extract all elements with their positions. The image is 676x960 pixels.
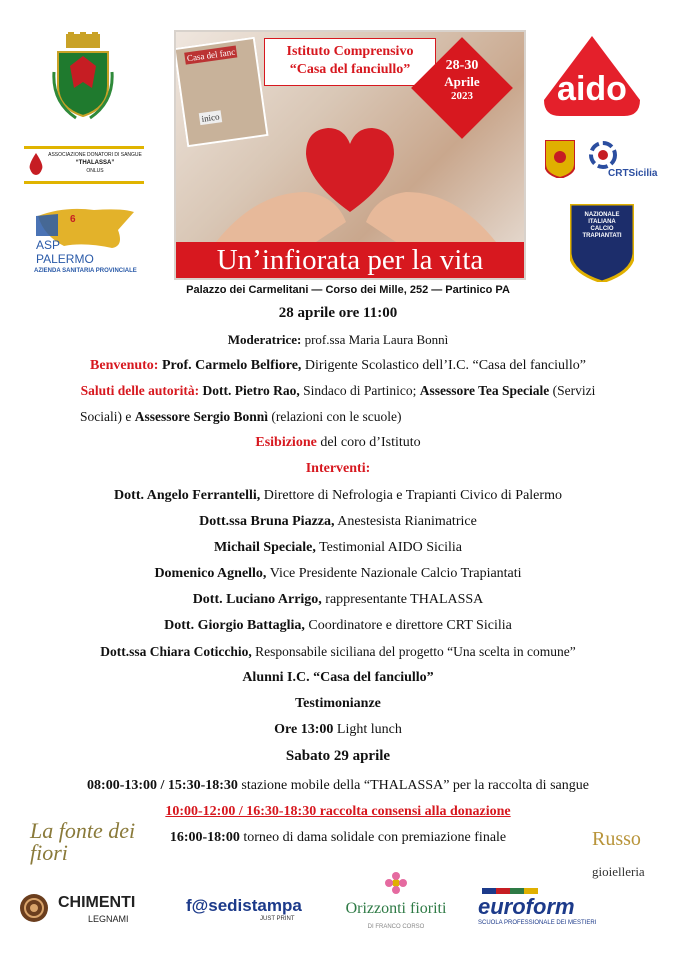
- date-badge: [412, 38, 512, 138]
- speaker-role: Responsabile siciliana del progetto “Una scelta in comune”: [255, 644, 576, 659]
- russo-gioielleria-logo: [592, 812, 662, 882]
- speaker-name: Michail Speciale,: [213, 540, 316, 555]
- speaker-item: [20, 513, 656, 531]
- lunch-line: [20, 721, 656, 739]
- saluti-line-2: [20, 408, 401, 426]
- orizzonti-sub: DI FRANCO CORSO: [367, 924, 425, 930]
- esibizione-text: del coro d’Istituto: [320, 435, 421, 450]
- speaker-item: [20, 565, 656, 583]
- speaker-role: rappresentante THALASSA: [325, 592, 484, 607]
- chimenti-legnami-logo: [18, 890, 168, 930]
- asp-number: 6: [70, 214, 76, 225]
- saluti-name-1: Dott. Pietro Rao,: [202, 383, 300, 398]
- asp-city: PALERMO: [36, 252, 94, 266]
- school-sign-2: inico: [199, 110, 222, 125]
- speaker-role: Coordinatore e direttore CRT Sicilia: [308, 618, 512, 633]
- speaker-name: Dott. Giorgio Battaglia,: [164, 618, 305, 633]
- speaker-name: Dott.ssa Chiara Coticchio,: [100, 644, 252, 659]
- school-name: “Casa del fanciullo”: [289, 62, 411, 77]
- slot1-text: stazione mobile della “THALASSA” per la raccolta di sangue: [241, 778, 589, 793]
- saluti-label: Saluti delle autorità:: [80, 383, 200, 398]
- moderatrice-line: [20, 331, 656, 349]
- slot3-text: torneo di dama solidale con premiazione finale: [243, 830, 507, 845]
- thalassa-text-1: ASSOCIAZIONE DONATORI DI SANGUE: [48, 152, 142, 158]
- school-title-box: [264, 38, 436, 86]
- asp-subtitle: AZIENDA SANITARIA PROVINCIALE: [34, 268, 137, 274]
- orizzonti-fioriti-logo: [336, 872, 456, 936]
- speaker-role: Vice Presidente Nazionale Calcio Trapiantati: [269, 566, 522, 581]
- orizzonti-text: Orizzonti fioriti: [345, 900, 447, 917]
- euroform-text: euroform: [478, 894, 575, 919]
- thalassa-text-3: ONLUS: [86, 168, 104, 174]
- day1-heading: 28 aprile ore 11:00: [278, 305, 398, 321]
- slot1-time: 08:00-13:00 / 15:30-18:30: [87, 778, 238, 793]
- flower-icon: [384, 872, 408, 894]
- esibizione-label: Esibizione: [255, 435, 317, 450]
- nict-line-2: ITALIANA: [588, 219, 616, 225]
- saluti-role-2b: Sociali) e: [80, 409, 132, 424]
- fasedistampa-logo: [186, 896, 316, 926]
- speaker-role: Testimonial AIDO Sicilia: [319, 540, 463, 555]
- tree-ring-icon: [18, 892, 50, 924]
- saluti-line: [20, 382, 656, 400]
- la-fonte-dei-fiori-logo: La fonte dei fiori: [30, 818, 136, 865]
- hands-icon: [216, 132, 496, 242]
- esibizione-line: [20, 434, 656, 452]
- date-month: Aprile: [444, 74, 480, 89]
- thalassa-logo: [24, 146, 144, 184]
- event-hero-image: [174, 30, 526, 280]
- partinico-coat-of-arms-logo: [52, 32, 114, 120]
- blood-drop-icon: [28, 153, 44, 175]
- speaker-name: Domenico Agnello,: [154, 566, 267, 581]
- speaker-item: [20, 539, 656, 557]
- aido-logo: [544, 36, 640, 116]
- chimenti-text: CHIMENTI: [58, 894, 136, 911]
- speaker-item: [20, 487, 656, 505]
- day2-heading: Sabato 29 aprile: [285, 748, 391, 764]
- alunni-line: Alunni I.C. “Casa del fanciullo”: [242, 670, 434, 685]
- nict-line-1: NAZIONALE: [584, 212, 620, 218]
- euroform-logo: [478, 888, 598, 928]
- moderatrice-name: prof.ssa Maria Laura Bonnì: [304, 332, 449, 347]
- lunch-time: Ore 13:00: [274, 722, 334, 737]
- nict-line-3: CALCIO: [590, 226, 614, 232]
- benvenuto-name: Prof. Carmelo Belfiore,: [161, 358, 302, 373]
- fasedistampa-sub: JUST PRINT: [260, 916, 295, 922]
- fasedistampa-text: f@sedistampa: [186, 896, 302, 915]
- benvenuto-line: [20, 357, 656, 375]
- speaker-role: Anestesista Rianimatrice: [337, 514, 477, 529]
- saluti-name-2: Assessore Tea Speciale: [419, 383, 550, 398]
- date-days: 28-30: [445, 58, 479, 73]
- speaker-name: Dott. Angelo Ferrantelli,: [114, 488, 261, 503]
- interventi-heading: Interventi:: [305, 461, 371, 476]
- crt-icon: [588, 140, 618, 170]
- saluti-role-2: (Servizi: [552, 383, 596, 398]
- benvenuto-role: Dirigente Scolastico dell’I.C. “Casa del fanciullo”: [304, 358, 586, 373]
- saluti-role-3: (relazioni con le scuole): [271, 409, 402, 424]
- testimonianze-line: Testimonianze: [295, 696, 381, 711]
- sicilia-region-logo: [545, 140, 575, 178]
- speaker-role: Direttore di Nefrologia e Trapianti Civico di Palermo: [263, 488, 562, 503]
- moderatrice-label: Moderatrice:: [227, 332, 302, 347]
- speaker-item: [20, 617, 656, 635]
- euroform-sub: SCUOLA PROFESSIONALE DEI MESTIERI: [478, 920, 597, 926]
- event-banner: Un’infiorata per la vita: [176, 242, 524, 278]
- nazionale-calcio-trapiantati-logo: [570, 204, 634, 282]
- saluti-name-3: Assessore Sergio Bonnì: [134, 409, 268, 424]
- asp-palermo-logo: [34, 206, 144, 278]
- benvenuto-label: Benvenuto:: [90, 358, 159, 373]
- aido-text: aido: [557, 70, 627, 108]
- lunch-text: Light lunch: [336, 722, 402, 737]
- slot3-time: 16:00-18:00: [169, 830, 240, 845]
- asp-name: ASP: [36, 238, 61, 252]
- crt-sicilia-logo: [588, 140, 658, 182]
- date-year: 2023: [451, 90, 473, 102]
- chimenti-sub: LEGNAMI: [88, 914, 129, 924]
- speaker-item: [20, 643, 656, 661]
- saluti-role-1: Sindaco di Partinico;: [303, 383, 417, 398]
- speaker-item: [20, 591, 656, 609]
- nict-line-4: TRAPIANTATI: [582, 233, 622, 239]
- school-building-photo: [174, 37, 269, 147]
- thalassa-text-2: “THALASSA”: [75, 160, 115, 166]
- crt-text: CRTSicilia: [608, 168, 658, 179]
- school-title: Istituto Comprensivo: [286, 44, 414, 59]
- speaker-name: Dott. Luciano Arrigo,: [192, 592, 322, 607]
- venue-address: Palazzo dei Carmelitani — Corso dei Mille, 252 — Partinico PA: [186, 284, 510, 296]
- russo-text: Russo: [592, 828, 641, 850]
- slot2-line: 10:00-12:00 / 16:30-18:30 raccolta consensi alla donazione: [165, 804, 511, 819]
- school-sign: Casa del fanc: [184, 45, 238, 64]
- russo-sub: gioielleria: [592, 864, 645, 879]
- slot1-line: [20, 777, 656, 795]
- speaker-name: Dott.ssa Bruna Piazza,: [199, 514, 335, 529]
